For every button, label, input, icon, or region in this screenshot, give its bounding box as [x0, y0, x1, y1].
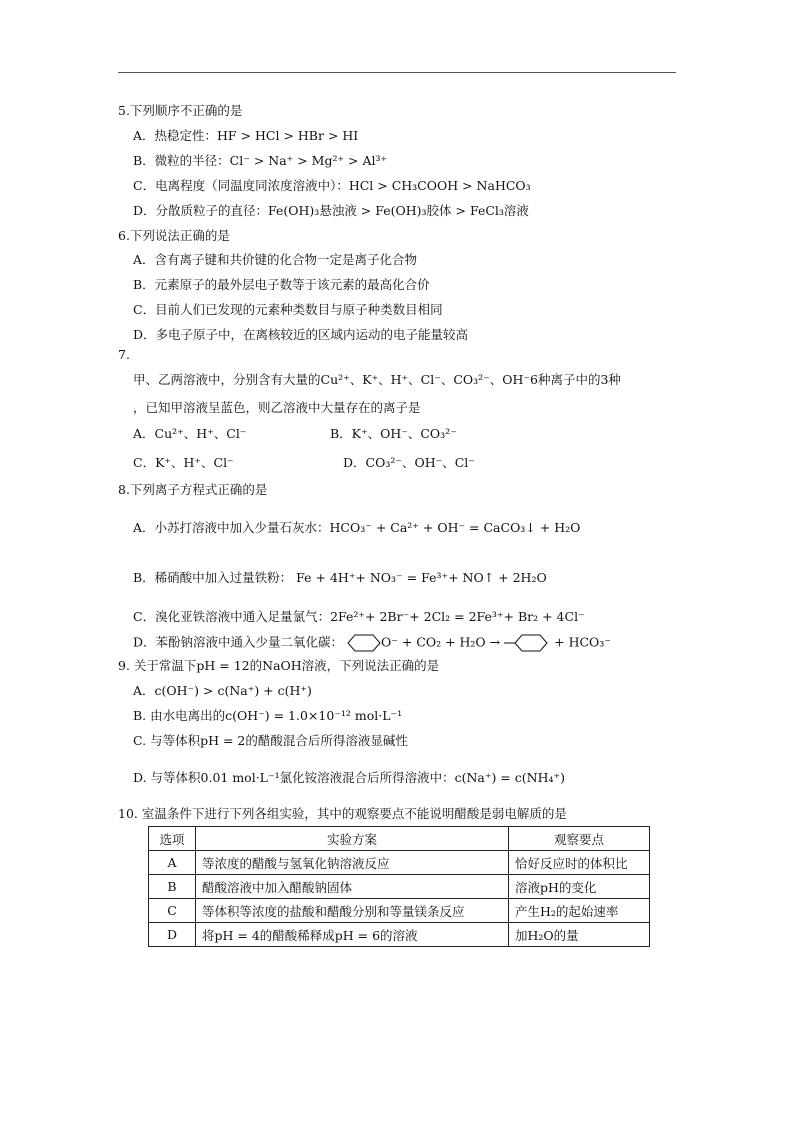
row-option: C: [149, 899, 196, 923]
row-option: B: [149, 875, 196, 899]
q7-stem-line2: ，已知甲溶液呈蓝色，则乙溶液中大量存在的离子是: [133, 400, 421, 415]
table-row: [149, 899, 650, 923]
q6-title: 6.下列说法正确的是: [118, 228, 230, 243]
row-plan: 等体积等浓度的盐酸和醋酸分别和等量镁条反应: [196, 899, 509, 923]
header-option: 选项: [149, 827, 196, 851]
row-observation: 溶液pH的变化: [509, 875, 650, 899]
q8-option-d: [133, 633, 611, 653]
header-plan: 实验方案: [196, 827, 509, 851]
q7-option-b: B．K⁺、OH⁻、CO₃²⁻: [330, 426, 457, 441]
phenol-ring-icon: [504, 633, 554, 653]
row-observation: 恰好反应时的体积比: [509, 851, 650, 875]
q8-option-c: C．溴化亚铁溶液中通入足量氯气：2Fe²⁺+ 2Br⁻+ 2Cl₂ = 2Fe³⁺+ Br₂ + 4Cl⁻: [133, 609, 585, 624]
row-plan: 醋酸溶液中加入醋酸钠固体: [196, 875, 509, 899]
row-plan: 等浓度的醋酸与氢氧化钠溶液反应: [196, 851, 509, 875]
q7-option-d: D．CO₃²⁻、OH⁻、Cl⁻: [343, 455, 475, 470]
q5-option-a: A．热稳定性：HF > HCl > HBr > HI: [133, 128, 359, 143]
row-observation: 产生H₂的起始速率: [509, 899, 650, 923]
q5-title: 5.下列顺序不正确的是: [118, 103, 243, 118]
q9-title: 9. 关于常温下pH = 12的NaOH溶液，下列说法正确的是: [118, 658, 440, 673]
table-header-row: [149, 827, 650, 851]
q7-option-a: A．Cu²⁺、H⁺、Cl⁻: [133, 426, 247, 441]
q6-option-d: D．多电子原子中，在离核较近的区域内运动的电子能量较高: [133, 327, 469, 342]
table-row: [149, 923, 650, 947]
q10-title: 10. 室温条件下进行下列各组实验，其中的观察要点不能说明醋酸是弱电解质的是: [118, 806, 567, 821]
q5-option-b: B．微粒的半径：Cl⁻ > Na⁺ > Mg²⁺ > Al³⁺: [133, 153, 388, 168]
row-option: A: [149, 851, 196, 875]
q10-table: [148, 826, 650, 947]
q9-option-d: D. 与等体积0.01 mol·L⁻¹氯化铵溶液混合后所得溶液中：c(Na⁺) = c(NH₄⁺): [133, 770, 565, 785]
row-option: D: [149, 923, 196, 947]
benzene-ring-icon: [347, 633, 381, 653]
row-observation: 加H₂O的量: [509, 923, 650, 947]
q6-option-c: C．目前人们已发现的元素种类数目与原子种类数目相同: [133, 302, 443, 317]
table-row: [149, 875, 650, 899]
q6-option-a: A．含有离子键和共价键的化合物一定是离子化合物: [133, 252, 418, 267]
q5-option-d: D．分散质粒子的直径：Fe(OH)₃悬浊液 > Fe(OH)₃胶体 > FeCl₃溶液: [133, 203, 529, 218]
q9-option-a: A．c(OH⁻) > c(Na⁺) + c(H⁺): [133, 683, 312, 698]
q8-option-b: B．稀硝酸中加入过量铁粉： Fe + 4H⁺+ NO₃⁻ = Fe³⁺+ NO↑ + 2H₂O: [133, 570, 547, 585]
q5-option-c: C．电离程度（同温度同浓度溶液中）：HCl > CH₃COOH > NaHCO₃: [133, 178, 531, 193]
q7-number: 7.: [118, 347, 130, 362]
row-plan: 将pH = 4的醋酸稀释成pH = 6的溶液: [196, 923, 509, 947]
q7-stem-line1: 甲、乙两溶液中，分别含有大量的Cu²⁺、K⁺、H⁺、Cl⁻、CO₃²⁻、OH⁻6种离子中的3种: [133, 372, 621, 387]
q6-option-b: B．元素原子的最外层电子数等于该元素的最高化合价: [133, 277, 430, 292]
q9-option-b: B. 由水电离出的c(OH⁻) = 1.0×10⁻¹² mol·L⁻¹: [133, 708, 403, 723]
q8-title: 8.下列离子方程式正确的是: [118, 482, 268, 497]
table-row: [149, 851, 650, 875]
header-rule: [118, 72, 676, 73]
q8-d-end: + HCO₃⁻: [554, 634, 611, 650]
header-observation: 观察要点: [509, 827, 650, 851]
q8-d-middle: O⁻ + CO₂ + H₂O →: [381, 634, 501, 650]
q8-option-a: A．小苏打溶液中加入少量石灰水：HCO₃⁻ + Ca²⁺ + OH⁻ = CaCO₃↓ + H₂O: [133, 520, 581, 535]
q8-d-prefix: D．苯酚钠溶液中通入少量二氧化碳：: [133, 634, 344, 650]
q9-option-c: C. 与等体积pH = 2的醋酸混合后所得溶液显碱性: [133, 733, 408, 748]
q7-option-c: C．K⁺、H⁺、Cl⁻: [133, 455, 234, 470]
